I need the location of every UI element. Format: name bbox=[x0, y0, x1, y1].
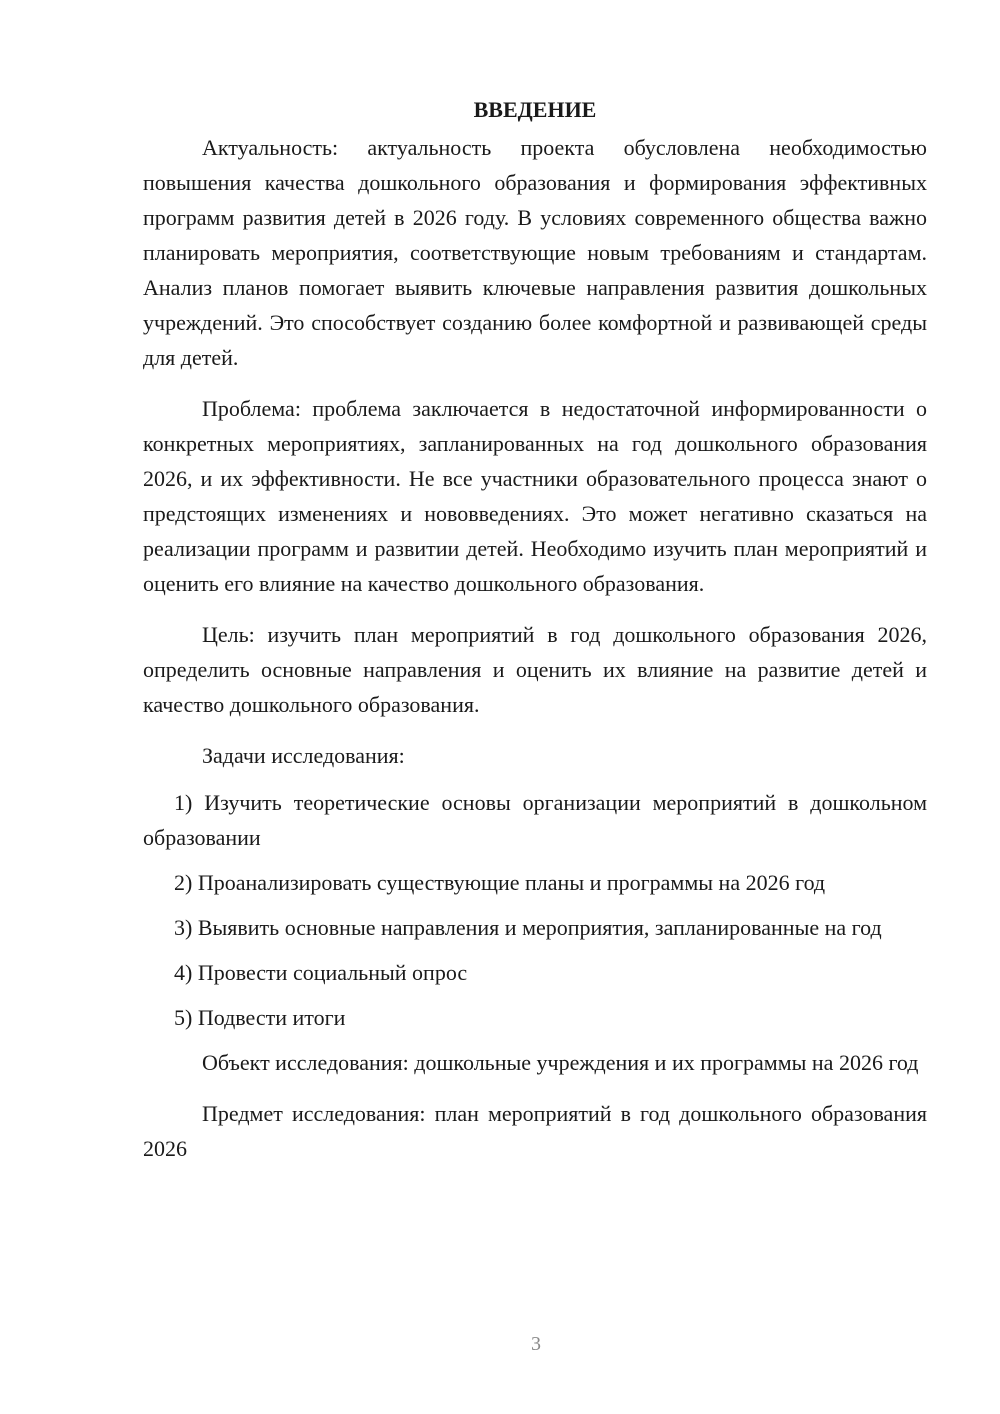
problem-paragraph: Проблема: проблема заключается в недостаточной информированности о конкретных мероприятиях, запланированных на год дошкольного образования 2026, и их эффективности. Не все участники образовательного процесса знают о предстоящих изменениях и нововведениях. Это может негативно сказаться на реализации программ и развитии детей. Необходимо изучить план мероприятий и оценить его влияние на качество дошкольного образования. bbox=[143, 396, 927, 596]
tasks-list bbox=[143, 785, 927, 1035]
task-item-4: 4) Провести социальный опрос bbox=[174, 960, 468, 985]
page-number: 3 bbox=[531, 1333, 541, 1355]
task-item-1: 1) Изучить теоретические основы организации мероприятий в дошкольном образовании bbox=[143, 790, 927, 850]
goal-paragraph: Цель: изучить план мероприятий в год дошкольного образования 2026, определить основные направления и оценить их влияние на развитие детей и качество дошкольного образования. bbox=[143, 622, 927, 717]
task-item-3: 3) Выявить основные направления и мероприятия, запланированные на год bbox=[174, 915, 882, 940]
task-item-5: 5) Подвести итоги bbox=[174, 1005, 346, 1030]
page-content bbox=[143, 92, 927, 1182]
subject-paragraph: Предмет исследования: план мероприятий в год дошкольного образования 2026 bbox=[143, 1101, 927, 1161]
relevance-paragraph: Актуальность: актуальность проекта обусловлена необходимостью повышения качества дошкольного образования и формирования эффективных программ развития детей в 2026 году. В условиях современного общества важно планировать мероприятия, соответствующие новым требованиям и стандартам. Анализ планов помогает выявить ключевые направления развития дошкольных учреждений. Это способствует созданию более комфортной и развивающей среды для детей. bbox=[143, 135, 927, 370]
section-title: ВВЕДЕНИЕ bbox=[473, 97, 597, 122]
task-item-2: 2) Проанализировать существующие планы и программы на 2026 год bbox=[174, 870, 826, 895]
tasks-heading: Задачи исследования: bbox=[202, 743, 405, 768]
object-paragraph: Объект исследования: дошкольные учреждения и их программы на 2026 год bbox=[202, 1050, 919, 1075]
